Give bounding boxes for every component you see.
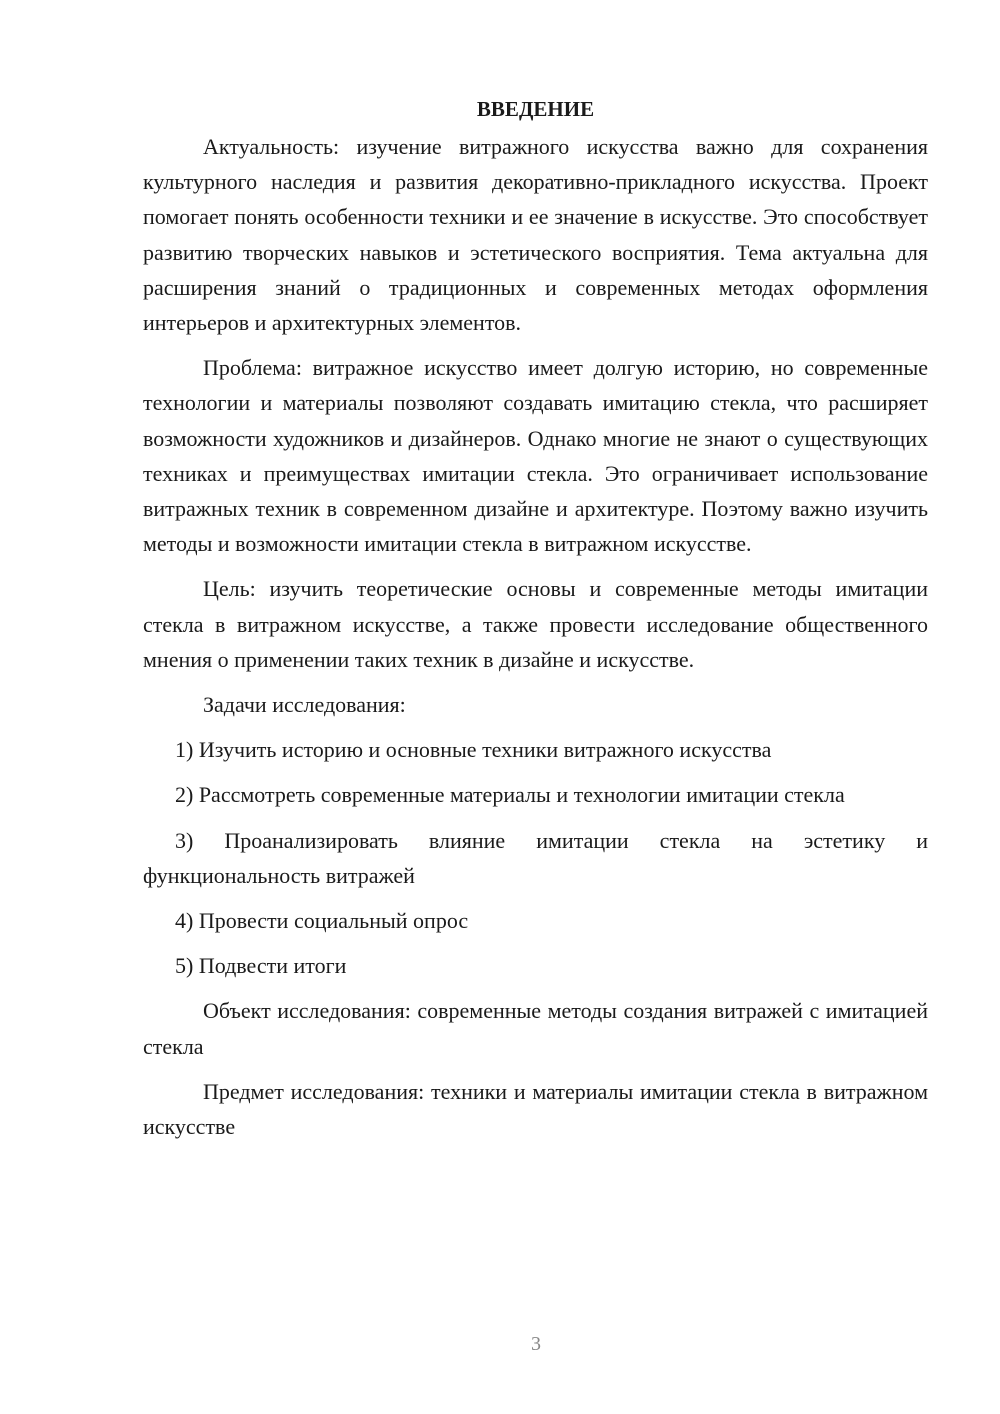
paragraph-goal: Цель: изучить теоретические основы и современные методы имитации стекла в витражном искусстве, а также провести исследование общественного мнения о применении таких техник в дизайне и искусстве. xyxy=(143,576,928,672)
task-item-5: 5) Подвести итоги xyxy=(175,953,347,979)
section-title: ВВЕДЕНИЕ xyxy=(476,97,595,121)
document-page xyxy=(143,92,928,1144)
paragraph-object: Объект исследования: современные методы создания витражей с имитацией стекла xyxy=(143,998,928,1059)
task-item-3: 3) Проанализировать влияние имитации стекла на эстетику и функциональность витражей xyxy=(143,827,928,888)
paragraph-problem: Проблема: витражное искусство имеет долгую историю, но современные технологии и материалы позволяют создавать имитацию стекла, что расширяет возможности художников и дизайнеров. Однако многие не знают о существующих техниках и преимуществах имитации стекла. Это ограничивает использование витражных техник в современном дизайне и архитектуре. Поэтому важно изучить методы и возможности имитации стекла в витражном искусстве. xyxy=(143,355,928,557)
paragraph-relevance: Актуальность: изучение витражного искусства важно для сохранения культурного наследия и развития декоративно-прикладного искусства. Проект помогает понять особенности техники и ее значение в искусстве. Это способствует развитию творческих навыков и эстетического восприятия. Тема актуальна для расширения знаний о традиционных и современных методах оформления интерьеров и архитектурных элементов. xyxy=(143,134,928,336)
tasks-heading: Задачи исследования: xyxy=(203,692,406,718)
paragraph-subject: Предмет исследования: техники и материалы имитации стекла в витражном искусстве xyxy=(143,1078,928,1140)
task-item-4: 4) Провести социальный опрос xyxy=(175,908,469,934)
task-item-1: 1) Изучить историю и основные техники витражного искусства xyxy=(175,737,772,763)
page-number: 3 xyxy=(531,1333,541,1355)
task-item-2: 2) Рассмотреть современные материалы и технологии имитации стекла xyxy=(175,782,845,808)
